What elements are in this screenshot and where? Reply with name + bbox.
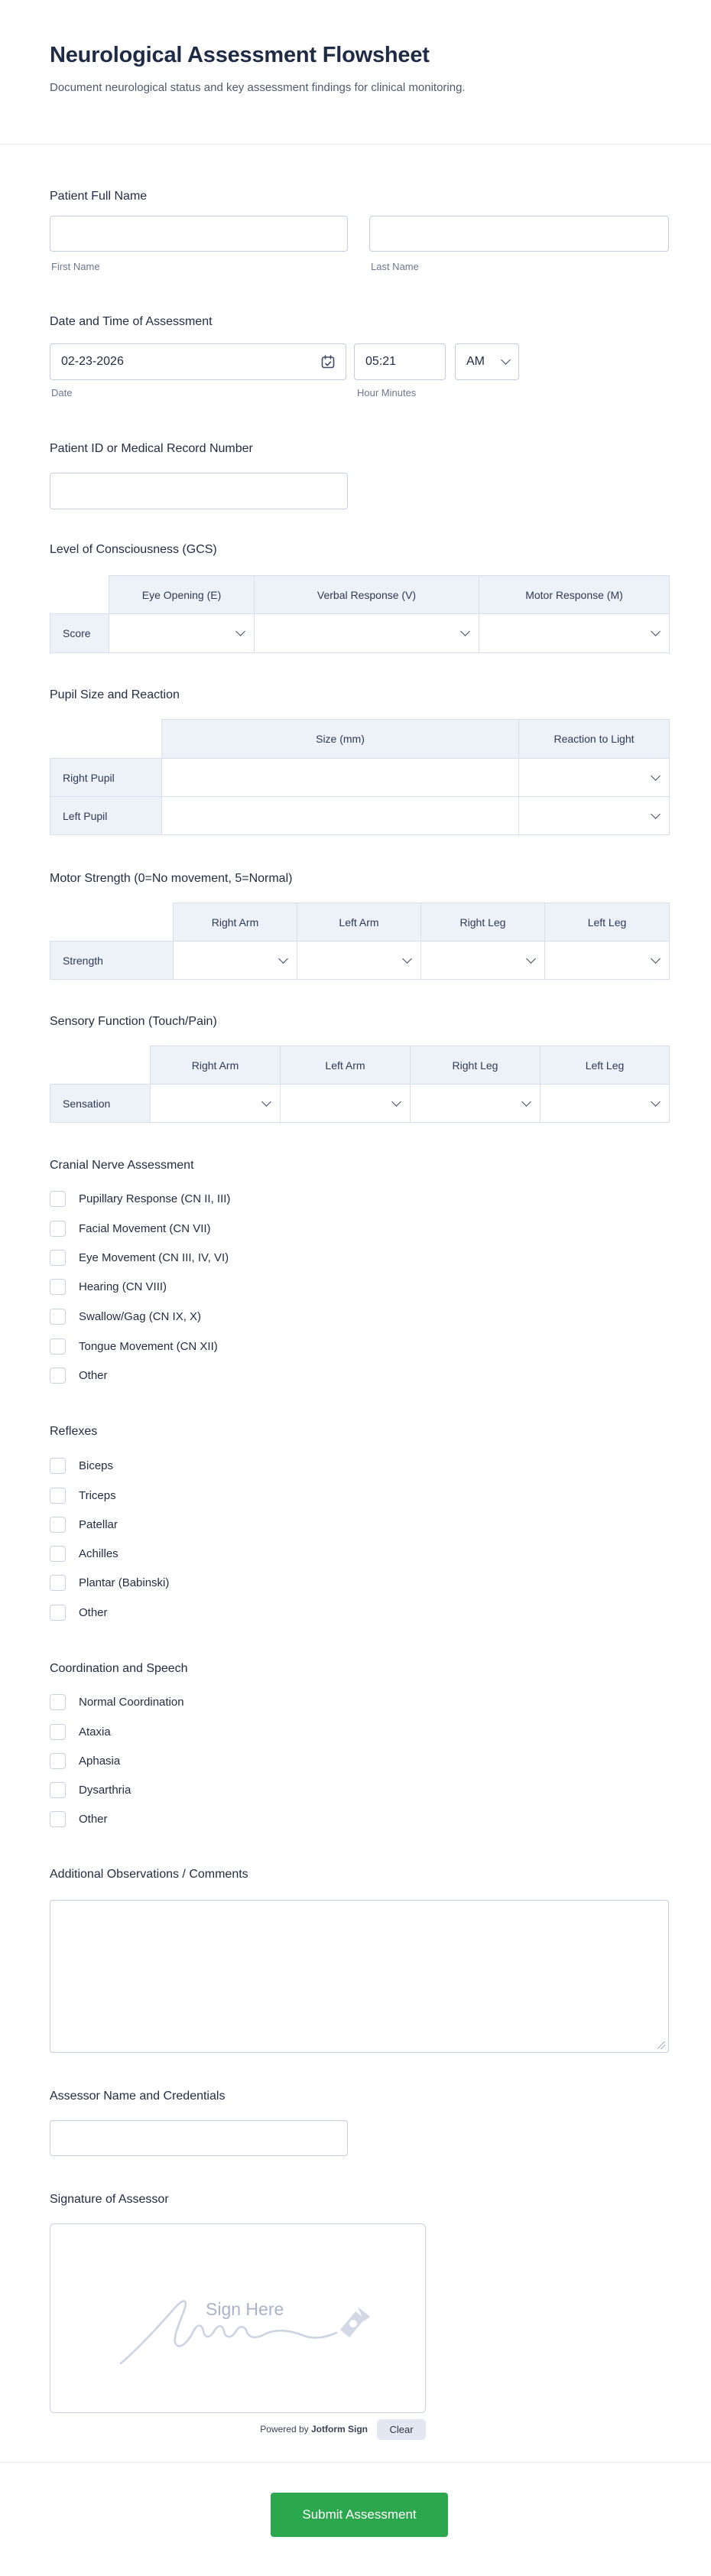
reflex-option[interactable]: [50, 1546, 118, 1562]
sensory-left-arm-dropdown[interactable]: [281, 1085, 411, 1123]
page-subtitle: Document neurological status and key assessment findings for clinical monitoring.: [50, 81, 466, 94]
checkbox[interactable]: [50, 1221, 66, 1237]
motor-column-header: Right Arm: [174, 903, 297, 942]
pupil-column-header: Size (mm): [162, 720, 519, 759]
sensory-column-header: Right Arm: [151, 1046, 281, 1085]
date-input[interactable]: [50, 343, 346, 380]
checkbox-label: Other: [79, 1369, 108, 1382]
assessor-label: Assessor Name and Credentials: [50, 2090, 226, 2103]
last-name-input[interactable]: [369, 216, 669, 252]
sensory-column-header: Left Arm: [281, 1046, 411, 1085]
reflexes-label: Reflexes: [50, 1425, 98, 1438]
comments-textarea[interactable]: [50, 1900, 669, 2053]
footer-divider: [0, 2462, 711, 2463]
checkbox-label: Biceps: [79, 1459, 114, 1472]
checkbox-label: Achilles: [79, 1547, 118, 1560]
reflex-option[interactable]: [50, 1605, 108, 1621]
date-sublabel: Date: [51, 387, 73, 398]
pupil-label: Pupil Size and Reaction: [50, 688, 180, 701]
cranial-option[interactable]: [50, 1309, 201, 1325]
checkbox[interactable]: [50, 1250, 66, 1266]
motor-right-arm-dropdown[interactable]: [174, 942, 297, 980]
pupil-table: [50, 719, 670, 835]
assessor-input[interactable]: [50, 2120, 348, 2156]
sensory-left-leg-dropdown[interactable]: [541, 1085, 670, 1123]
reflex-option[interactable]: [50, 1458, 113, 1474]
chevron-down-icon: [501, 355, 511, 365]
chevron-down-icon: [651, 954, 661, 964]
signature-pad[interactable]: [50, 2223, 426, 2413]
checkbox[interactable]: [50, 1782, 66, 1798]
time-value: 05:21: [365, 355, 397, 368]
motor-label: Motor Strength (0=No movement, 5=Normal): [50, 872, 293, 885]
left-pupil-size-input[interactable]: [162, 797, 519, 835]
submit-button[interactable]: Submit Assessment: [271, 2493, 448, 2537]
chevron-down-icon: [402, 954, 412, 964]
motor-left-leg-dropdown[interactable]: [545, 942, 670, 980]
pupil-corner-cell: [50, 720, 162, 759]
last-name-sublabel: Last Name: [371, 261, 419, 272]
checkbox-label: Other: [79, 1813, 108, 1826]
powered-by-text: Powered by Jotform Sign: [260, 2424, 368, 2435]
first-name-sublabel: First Name: [51, 261, 100, 272]
checkbox[interactable]: [50, 1575, 66, 1591]
clear-signature-button[interactable]: Clear: [377, 2419, 426, 2440]
page-title: Neurological Assessment Flowsheet: [50, 43, 430, 67]
cranial-label: Cranial Nerve Assessment: [50, 1159, 194, 1172]
checkbox-label: Facial Movement (CN VII): [79, 1222, 211, 1235]
chevron-down-icon: [526, 954, 536, 964]
time-input[interactable]: [354, 343, 446, 380]
reflex-option[interactable]: [50, 1575, 169, 1591]
checkbox[interactable]: [50, 1368, 66, 1384]
cranial-option[interactable]: [50, 1279, 167, 1295]
signature-footer: [50, 2419, 426, 2440]
signature-placeholder-art: [118, 2290, 370, 2382]
checkbox[interactable]: [50, 1338, 66, 1355]
calendar-icon[interactable]: [321, 355, 335, 372]
chevron-down-icon: [235, 626, 245, 636]
checkbox[interactable]: [50, 1694, 66, 1710]
meridiem-select[interactable]: [455, 343, 519, 380]
gcs-eye-dropdown[interactable]: [109, 614, 255, 653]
signature-label: Signature of Assessor: [50, 2193, 169, 2206]
patient-name-label: Patient Full Name: [50, 190, 148, 203]
chevron-down-icon: [391, 1097, 401, 1107]
patient-id-label: Patient ID or Medical Record Number: [50, 442, 253, 455]
gcs-corner-cell: [50, 576, 109, 614]
motor-right-leg-dropdown[interactable]: [421, 942, 545, 980]
chevron-down-icon: [460, 626, 470, 636]
checkbox[interactable]: [50, 1279, 66, 1295]
gcs-column-header: Motor Response (M): [479, 576, 670, 614]
checkbox[interactable]: [50, 1458, 66, 1474]
checkbox-label: Hearing (CN VIII): [79, 1280, 167, 1293]
gcs-column-header: Eye Opening (E): [109, 576, 255, 614]
reflex-option[interactable]: [50, 1488, 116, 1504]
chevron-down-icon: [651, 626, 661, 636]
checkbox-label: Dysarthria: [79, 1784, 131, 1797]
checkbox-label: Other: [79, 1606, 108, 1619]
checkbox-label: Pupillary Response (CN II, III): [79, 1192, 231, 1205]
cranial-option[interactable]: [50, 1338, 218, 1355]
right-pupil-reaction-dropdown[interactable]: [519, 759, 670, 797]
chevron-down-icon: [261, 1097, 271, 1107]
checkbox-label: Eye Movement (CN III, IV, VI): [79, 1251, 229, 1264]
gcs-motor-dropdown[interactable]: [479, 614, 670, 653]
coordination-label: Coordination and Speech: [50, 1662, 188, 1675]
cranial-option[interactable]: [50, 1191, 230, 1207]
coordination-option[interactable]: [50, 1782, 131, 1798]
coordination-option[interactable]: [50, 1694, 184, 1710]
sensory-row-label: Sensation: [50, 1085, 151, 1123]
comments-label: Additional Observations / Comments: [50, 1868, 248, 1881]
checkbox-label: Aphasia: [79, 1755, 121, 1768]
sensory-table: [50, 1046, 670, 1123]
motor-left-arm-dropdown[interactable]: [297, 942, 421, 980]
chevron-down-icon: [521, 1097, 531, 1107]
cranial-option[interactable]: [50, 1250, 229, 1266]
checkbox-label: Ataxia: [79, 1725, 111, 1738]
gcs-label: Level of Consciousness (GCS): [50, 543, 217, 556]
chevron-down-icon: [651, 1097, 661, 1107]
sensory-label: Sensory Function (Touch/Pain): [50, 1015, 217, 1028]
meridiem-value: AM: [466, 355, 485, 368]
checkbox[interactable]: [50, 1488, 66, 1504]
checkbox-label: Normal Coordination: [79, 1696, 184, 1709]
date-value: 02-23-2026: [61, 355, 124, 368]
gcs-verbal-dropdown[interactable]: [255, 614, 479, 653]
coordination-option[interactable]: [50, 1724, 111, 1740]
checkbox[interactable]: [50, 1191, 66, 1207]
checkbox-label: Tongue Movement (CN XII): [79, 1340, 218, 1353]
checkbox[interactable]: [50, 1309, 66, 1325]
pen-nib-icon: [340, 2307, 370, 2337]
checkbox-label: Patellar: [79, 1518, 118, 1531]
motor-column-header: Left Arm: [297, 903, 421, 942]
cranial-option[interactable]: [50, 1221, 211, 1237]
checkbox-label: Swallow/Gag (CN IX, X): [79, 1310, 202, 1323]
gcs-row-label: Score: [50, 614, 109, 653]
coordination-option[interactable]: [50, 1753, 120, 1769]
left-pupil-reaction-dropdown[interactable]: [519, 797, 670, 835]
sensory-column-header: Left Leg: [541, 1046, 670, 1085]
motor-row-label: Strength: [50, 942, 174, 980]
right-pupil-size-input[interactable]: [162, 759, 519, 797]
coordination-option[interactable]: [50, 1811, 108, 1827]
motor-column-header: Left Leg: [545, 903, 670, 942]
motor-table: [50, 903, 670, 980]
checkbox[interactable]: [50, 1517, 66, 1533]
sensory-right-leg-dropdown[interactable]: [411, 1085, 541, 1123]
checkbox-label: Plantar (Babinski): [79, 1576, 170, 1589]
motor-corner-cell: [50, 903, 174, 942]
pupil-row-label: Left Pupil: [50, 797, 162, 835]
chevron-down-icon: [278, 954, 288, 964]
jotform-sign-brand[interactable]: Jotform Sign: [311, 2424, 368, 2435]
datetime-label: Date and Time of Assessment: [50, 315, 213, 328]
checkbox[interactable]: [50, 1605, 66, 1621]
gcs-table: [50, 575, 670, 653]
motor-column-header: Right Leg: [421, 903, 545, 942]
sensory-right-arm-dropdown[interactable]: [151, 1085, 281, 1123]
header-divider: [0, 144, 711, 145]
checkbox[interactable]: [50, 1753, 66, 1769]
time-sublabel: Hour Minutes: [357, 387, 417, 398]
chevron-down-icon: [651, 771, 661, 781]
checkbox[interactable]: [50, 1811, 66, 1827]
sensory-corner-cell: [50, 1046, 151, 1085]
sensory-column-header: Right Leg: [411, 1046, 541, 1085]
cranial-option[interactable]: [50, 1368, 108, 1384]
gcs-column-header: Verbal Response (V): [255, 576, 479, 614]
sign-here-hint: Sign Here: [206, 2299, 284, 2319]
checkbox-label: Triceps: [79, 1489, 116, 1502]
first-name-input[interactable]: [50, 216, 348, 252]
reflex-option[interactable]: [50, 1517, 118, 1533]
patient-id-input[interactable]: [50, 473, 348, 509]
pupil-column-header: Reaction to Light: [519, 720, 670, 759]
chevron-down-icon: [651, 809, 661, 819]
checkbox[interactable]: [50, 1546, 66, 1562]
checkbox[interactable]: [50, 1724, 66, 1740]
pupil-row-label: Right Pupil: [50, 759, 162, 797]
